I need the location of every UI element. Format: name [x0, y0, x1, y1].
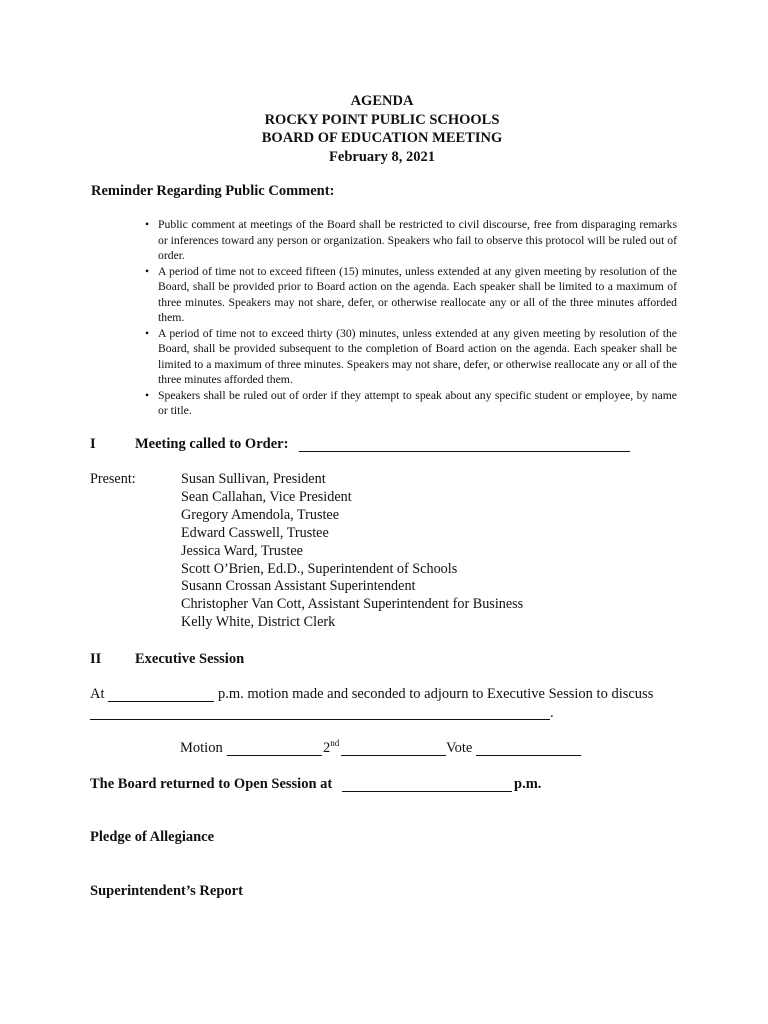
section-title: Executive Session	[135, 651, 245, 667]
present-members-list	[181, 471, 523, 632]
superintendent-report-heading: Superintendent’s Report	[90, 883, 243, 899]
return-text: The Board returned to Open Session at	[90, 776, 333, 792]
motion-label: Motion	[180, 740, 223, 756]
list-item: Sean Callahan, Vice President	[181, 488, 352, 505]
section-number: II	[90, 651, 102, 667]
period: .	[550, 705, 554, 721]
header-title: AGENDA	[350, 93, 414, 109]
pledge-heading: Pledge of Allegiance	[90, 829, 215, 845]
present-label: Present:	[90, 471, 136, 487]
motion-description: p.m. motion made and seconded to adjourn to Executive Session to discuss	[218, 686, 654, 702]
return-time-blank[interactable]	[342, 790, 512, 792]
list-item: Gregory Amendola, Trustee	[181, 506, 340, 523]
list-item: Jessica Ward, Trustee	[181, 542, 303, 559]
rule-item: • Public comment at meetings of the Board shall be restricted to civil discourse, free from disparaging remarks or inferences toward any person or organization. Speakers who fail to observe this protocol will be ruled out of order.	[145, 217, 677, 264]
agenda-header	[0, 92, 768, 166]
list-item: Edward Casswell, Trustee	[181, 524, 329, 541]
vote-blank[interactable]	[476, 754, 581, 756]
discussion-topic-blank[interactable]	[90, 718, 550, 720]
header-date: February 8, 2021	[329, 148, 435, 165]
section-title: Meeting called to Order:	[135, 436, 289, 452]
list-item: Christopher Van Cott, Assistant Superintendent for Business	[181, 596, 524, 613]
pm-suffix: p.m.	[514, 776, 542, 792]
list-item: Scott O’Brien, Ed.D., Superintendent of Schools	[181, 560, 458, 577]
call-to-order-time-blank[interactable]	[299, 450, 630, 452]
list-item: Susann Crossan Assistant Superintendent	[181, 578, 416, 595]
rule-item: • A period of time not to exceed thirty (30) minutes, unless extended at any given meeting by resolution of the Board, shall be provided subsequent to the completion of Board action on the agenda. Each speaker shall be limited to a maximum of three minutes. Speakers may not share, defer, or otherwise reallocate any or all of the three minutes afforded them.	[145, 326, 677, 388]
at-label: At	[90, 686, 105, 702]
second-blank[interactable]	[341, 754, 446, 756]
reminder-heading: Reminder Regarding Public Comment:	[91, 183, 335, 199]
second-label: 2nd	[323, 738, 340, 756]
public-comment-rules	[145, 217, 677, 419]
rule-item: • A period of time not to exceed fifteen (15) minutes, unless extended at any given meeting by resolution of the Board, shall be provided prior to Board action on the agenda. Each speaker shall be limited to a maximum of three minutes. Speakers may not share, defer, or otherwise reallocate any or all of the three minutes afforded them.	[145, 264, 677, 326]
list-item: Kelly White, District Clerk	[181, 614, 336, 631]
rule-item: • Speakers shall be ruled out of order if they attempt to speak about any specific student or employee, by name or title.	[145, 388, 677, 419]
header-district: ROCKY POINT PUBLIC SCHOOLS	[264, 111, 500, 128]
motion-blank[interactable]	[227, 754, 322, 756]
vote-label: Vote	[446, 740, 473, 756]
section-number: I	[90, 436, 96, 452]
header-meeting: BOARD OF EDUCATION MEETING	[261, 130, 503, 146]
list-item: Susan Sullivan, President	[181, 471, 326, 487]
executive-session-time-blank[interactable]	[108, 700, 214, 702]
